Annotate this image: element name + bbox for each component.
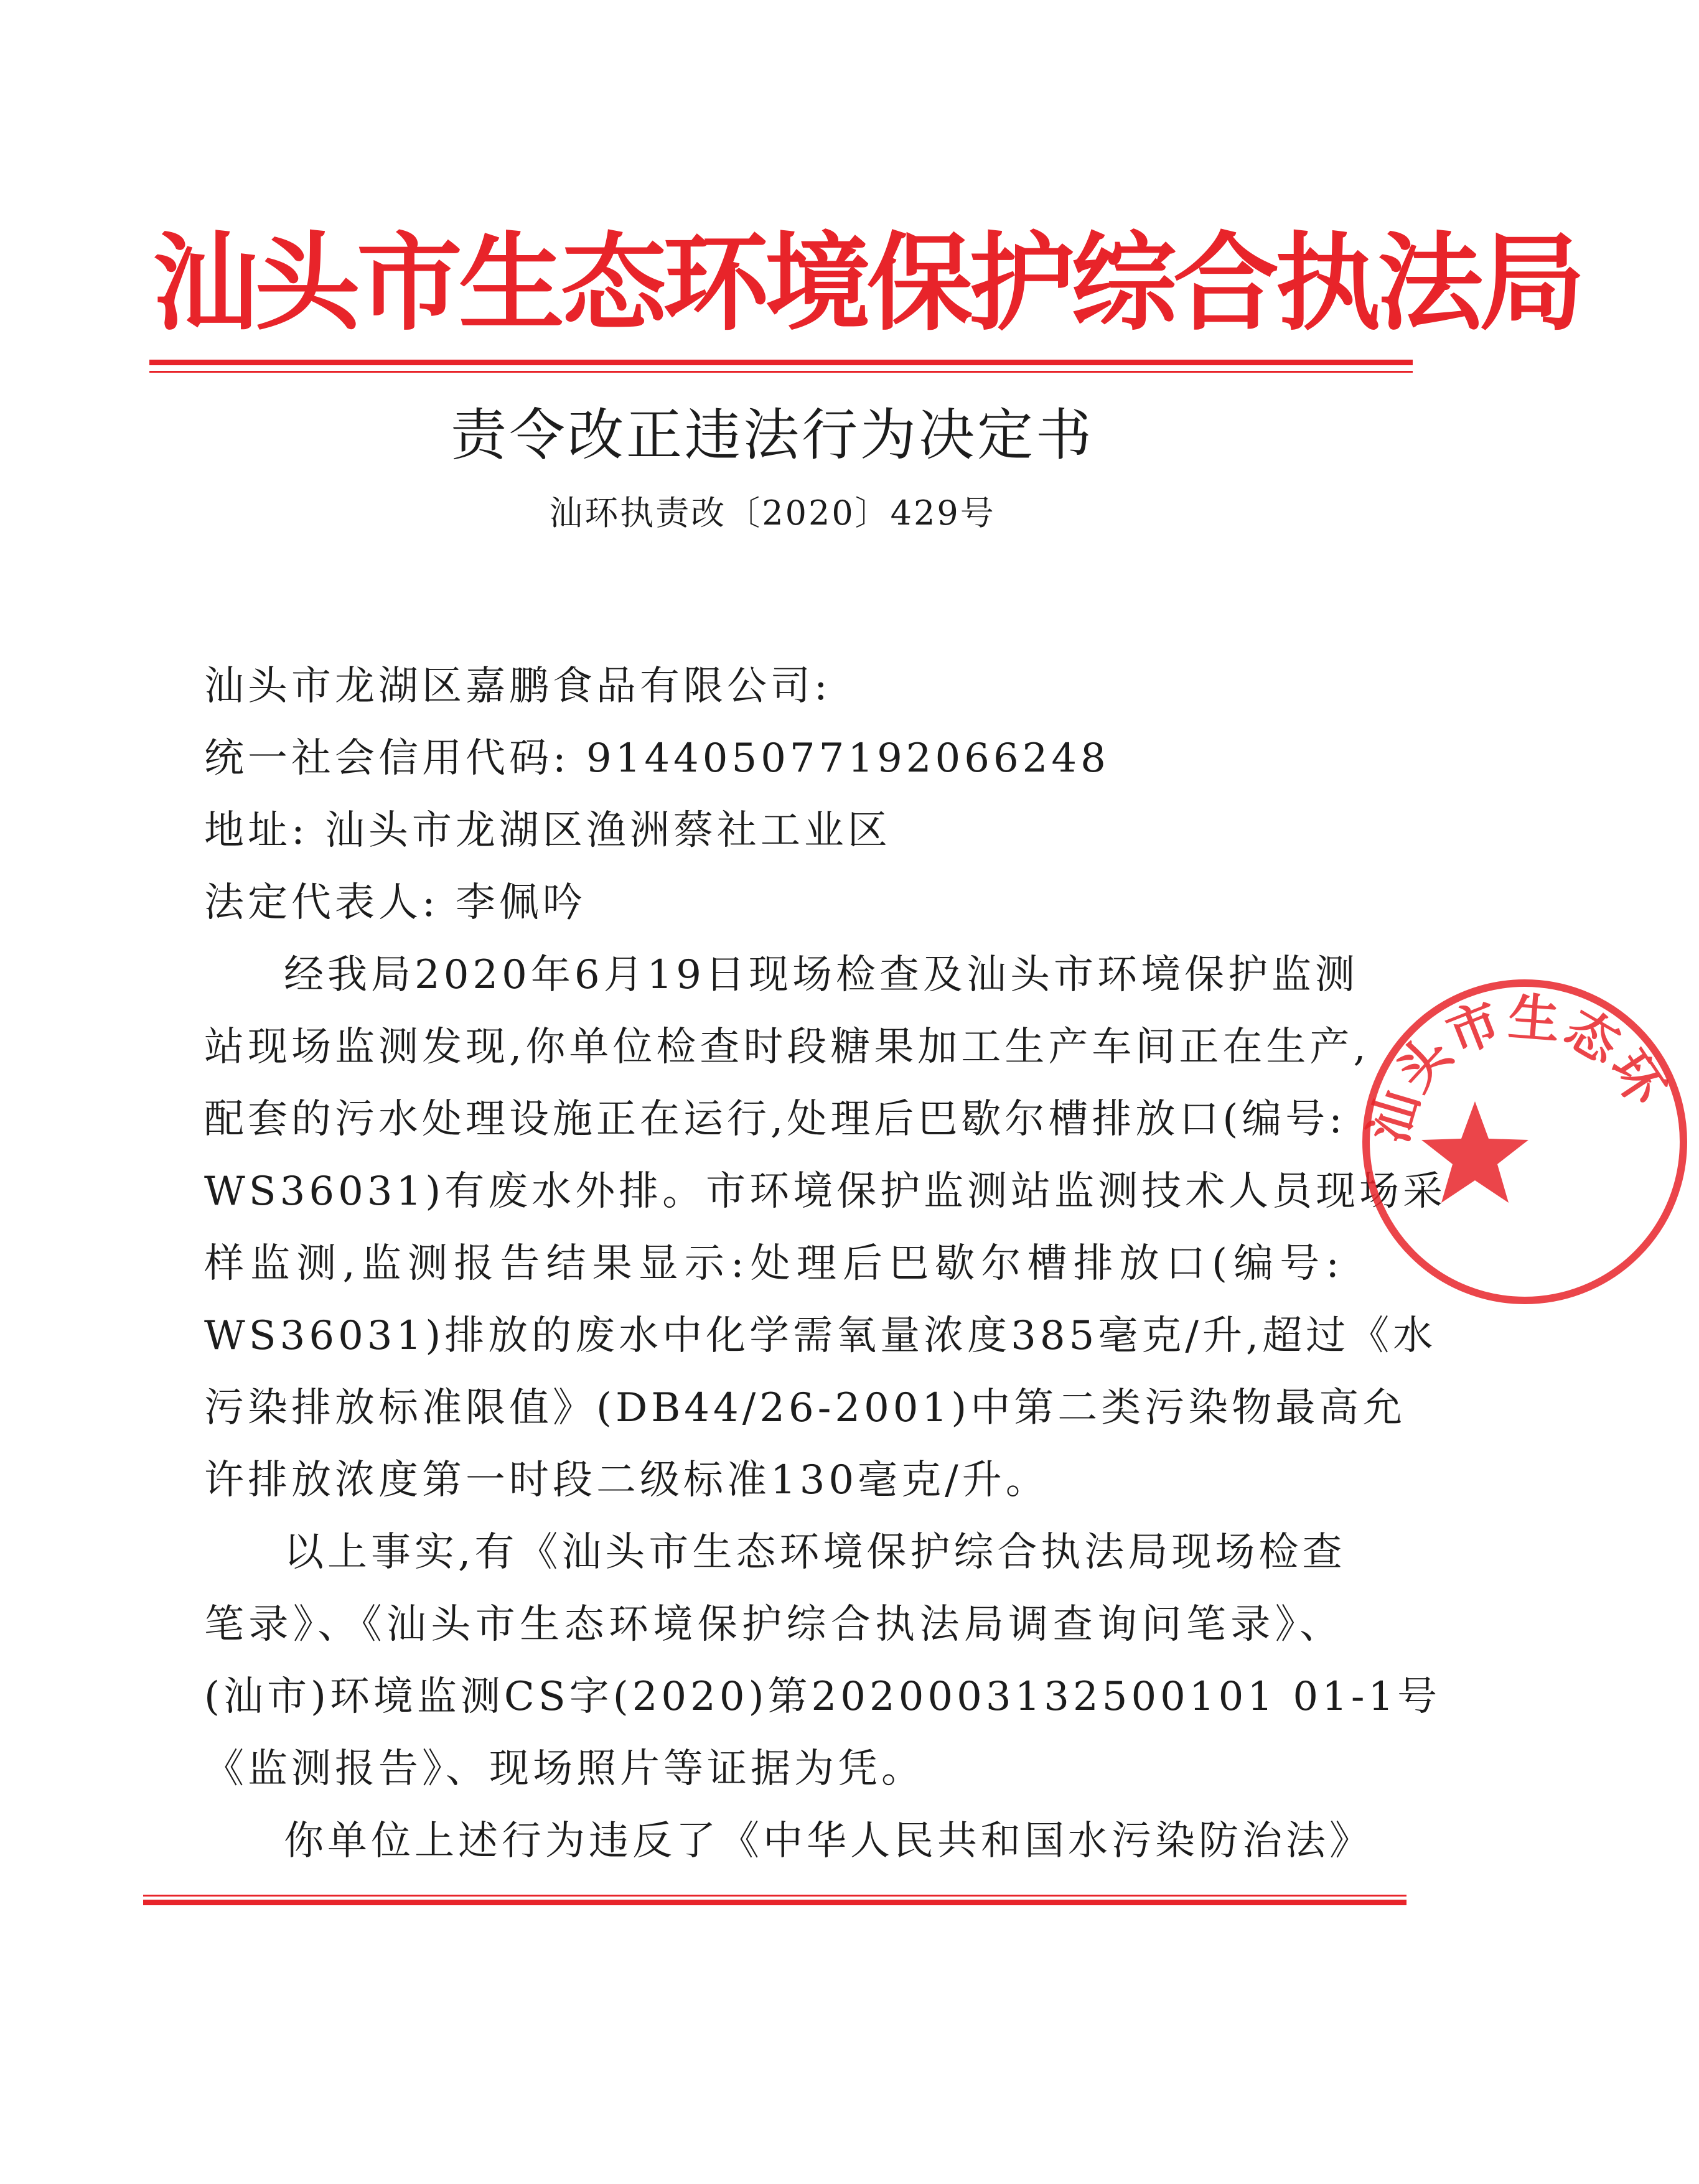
seal-text: 汕头市生态环 xyxy=(1358,987,1678,1150)
svg-text:汕头市生态环 xyxy=(1359,987,1677,1149)
paragraph-1-line: 站现场监测发现,你单位检查时段糖果加工生产车间正在生产, xyxy=(204,1024,1370,1070)
footer-rule-thin xyxy=(143,1895,1406,1897)
masthead-rule-thin xyxy=(149,371,1413,373)
paragraph-1-line: 许排放浓度第一时段二级标准130毫克/升。 xyxy=(204,1457,1049,1503)
paragraph-1-line: 经我局2020年6月19日现场检查及汕头市环境保护监测 xyxy=(284,952,1359,998)
paragraph-2-line: 以上事实,有《汕头市生态环境保护综合执法局现场检查 xyxy=(284,1529,1346,1575)
address-line: 地址: 汕头市龙湖区渔洲蔡社工业区 xyxy=(204,808,891,854)
official-seal-stamp xyxy=(1350,968,1699,1316)
paragraph-2-line: 《监测报告》、现场照片等证据为凭。 xyxy=(204,1746,925,1792)
document-number: 汕环执责改〔2020〕429号 xyxy=(549,493,996,533)
paragraph-1-line: 样监测,监测报告结果显示:处理后巴歇尔槽排放口(编号: xyxy=(204,1241,1343,1287)
paragraph-1-line: WS36031)有废水外排。市环境保护监测站监测技术人员现场采 xyxy=(204,1169,1447,1215)
paragraph-2-line: (汕市)环境监测CS字(2020)第2020003132500101 01-1号 xyxy=(204,1674,1441,1720)
recipient-company: 汕头市龙湖区嘉鹏食品有限公司: xyxy=(204,663,831,709)
paragraph-1-line: 污染排放标准限值》(DB44/26-2001)中第二类污染物最高允 xyxy=(204,1385,1406,1431)
star-icon xyxy=(1421,1101,1528,1203)
paragraph-1-line: WS36031)排放的废水中化学需氧量浓度385毫克/升,超过《水 xyxy=(204,1313,1437,1359)
masthead-rule-thick xyxy=(149,360,1413,365)
credit-code-line: 统一社会信用代码: 914405077192066248 xyxy=(204,735,1110,782)
document-title: 责令改正违法行为决定书 xyxy=(451,403,1094,468)
legal-representative-line: 法定代表人: 李佩吟 xyxy=(204,880,586,926)
footer-rule-thick xyxy=(143,1900,1406,1905)
paragraph-2-line: 笔录》、《汕头市生态环境保护综合执法局调查询问笔录》、 xyxy=(204,1602,1343,1648)
paragraph-1-line: 配套的污水处理设施正在运行,处理后巴歇尔槽排放口(编号: xyxy=(204,1096,1346,1142)
agency-masthead: 汕头市生态环境保护综合执法局 xyxy=(152,221,1582,345)
paragraph-3-line: 你单位上述行为违反了《中华人民共和国水污染防治法》 xyxy=(284,1818,1373,1864)
